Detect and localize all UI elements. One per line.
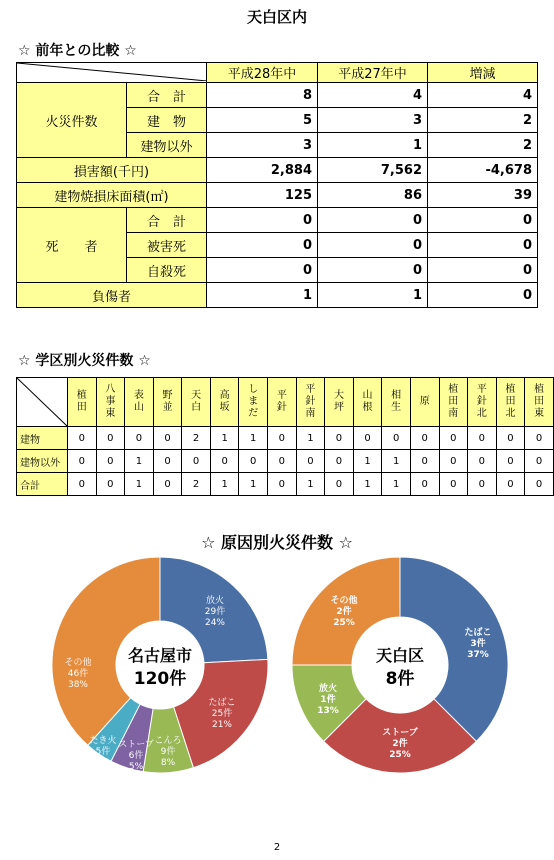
pie-center-total: 8件 (385, 669, 415, 689)
cell-value: 0 (318, 258, 428, 283)
header-change: 増減 (428, 63, 538, 83)
page-number: 2 (273, 842, 281, 853)
district-cell: 1 (210, 473, 239, 496)
cell-value: 1 (318, 133, 428, 158)
cell-value: 0 (428, 233, 538, 258)
district-cell: 0 (67, 427, 96, 450)
slice-label: ストーブ 2件 25% (382, 728, 418, 760)
cell-value: 7,562 (318, 158, 428, 183)
district-cell: 0 (525, 473, 554, 496)
slice-label: その他 46件 38% (64, 658, 92, 690)
district-cell: 0 (410, 473, 439, 496)
district-table-corner (17, 378, 68, 427)
district-header: 植 田 東 (525, 378, 554, 427)
cell-value: 4 (318, 83, 428, 108)
district-header: 野 並 (153, 378, 182, 427)
district-cell: 2 (182, 427, 211, 450)
cell-value: 0 (318, 233, 428, 258)
district-cell: 0 (182, 450, 211, 473)
table-row (17, 427, 554, 450)
district-header: 相 生 (382, 378, 411, 427)
cell-value: 4 (428, 83, 538, 108)
district-cell: 1 (239, 427, 268, 450)
slice-label: 放火 29件 24% (204, 596, 226, 628)
district-cell: 0 (382, 427, 411, 450)
district-cell: 0 (439, 473, 468, 496)
district-cell: 0 (153, 450, 182, 473)
district-header: 平 針 (268, 378, 297, 427)
cell-value: 3 (207, 133, 318, 158)
district-header: 平 針 北 (468, 378, 497, 427)
district-cell: 0 (268, 473, 297, 496)
slice-label: 放火 1件 13% (317, 684, 339, 716)
table-row (17, 473, 554, 496)
district-cell: 0 (268, 427, 297, 450)
district-header: 山 根 (353, 378, 382, 427)
cell-value: 0 (428, 258, 538, 283)
district-cell: 1 (353, 473, 382, 496)
header-2015: 平成27年中 (318, 63, 428, 83)
district-header: 天 白 (182, 378, 211, 427)
cell-value: 39 (428, 183, 538, 208)
district-cell: 0 (468, 427, 497, 450)
district-cell: 0 (67, 450, 96, 473)
district-cell: 2 (182, 473, 211, 496)
district-header: し ま だ (239, 378, 268, 427)
district-cell: 0 (525, 450, 554, 473)
row-label: 自殺死 (127, 258, 207, 283)
pie-center-title: 天白区 (375, 646, 425, 665)
district-cell: 0 (67, 473, 96, 496)
district-cell: 0 (96, 473, 125, 496)
district-header: 八 事 東 (96, 378, 125, 427)
section-title-comparison: ☆ 前年との比較 ☆ (18, 43, 137, 59)
cell-value: 0 (428, 283, 538, 308)
district-header: 植 田 南 (439, 378, 468, 427)
cell-value: 125 (207, 183, 318, 208)
comparison-table (16, 62, 538, 308)
pie-center-total: 120件 (133, 669, 187, 689)
cell-value: 2 (428, 133, 538, 158)
cell-value: -4,678 (428, 158, 538, 183)
district-header-row (17, 378, 554, 427)
district-header: 平 針 南 (296, 378, 325, 427)
district-cell: 0 (153, 473, 182, 496)
cell-value: 3 (318, 108, 428, 133)
area-label: 建物焼損床面積(㎡) (17, 183, 207, 208)
row-label: 被害死 (127, 233, 207, 258)
district-cell: 0 (96, 427, 125, 450)
district-header: 植 田 北 (496, 378, 525, 427)
section-title-districts: ☆ 学区別火災件数 ☆ (18, 353, 151, 369)
district-cell: 0 (96, 450, 125, 473)
district-cell: 0 (439, 427, 468, 450)
district-cell: 0 (325, 473, 354, 496)
corner-diagonal (17, 378, 67, 426)
slice-label: たき火 5件 4% (89, 736, 117, 768)
district-cell: 0 (496, 450, 525, 473)
district-cell: 0 (125, 427, 154, 450)
cause-pie-charts (0, 555, 554, 805)
row-label: 合 計 (127, 83, 207, 108)
slice-label: たばこ 3件 37% (464, 628, 492, 660)
district-cell: 0 (410, 427, 439, 450)
district-header: 表 山 (125, 378, 154, 427)
cell-value: 0 (207, 208, 318, 233)
header-2016: 平成28年中 (207, 63, 318, 83)
slice-label: ストーブ 6件 5% (118, 740, 154, 772)
cell-value: 1 (207, 283, 318, 308)
district-cell: 0 (496, 427, 525, 450)
district-cell: 0 (525, 427, 554, 450)
cell-value: 86 (318, 183, 428, 208)
table-corner (17, 63, 207, 83)
table-row (17, 450, 554, 473)
cell-value: 8 (207, 83, 318, 108)
district-cell: 1 (296, 473, 325, 496)
corner-diagonal (17, 63, 207, 81)
damage-label: 損害額(千円) (17, 158, 207, 183)
row-label: 建 物 (127, 108, 207, 133)
slice-label: たばこ 25件 21% (208, 698, 236, 730)
district-cell: 0 (353, 427, 382, 450)
cell-value: 0 (428, 208, 538, 233)
district-cell: 1 (382, 473, 411, 496)
district-header: 高 坂 (210, 378, 239, 427)
cell-value: 0 (318, 208, 428, 233)
cell-value: 2,884 (207, 158, 318, 183)
district-row-label: 合計 (17, 473, 68, 496)
row-label: 建物以外 (127, 133, 207, 158)
district-body (17, 427, 554, 496)
district-cell: 1 (353, 450, 382, 473)
pie-nagoya (52, 557, 268, 773)
district-cell: 1 (125, 473, 154, 496)
district-cell: 0 (468, 473, 497, 496)
section-title-causes: ☆ 原因別火災件数 ☆ (201, 533, 353, 552)
district-row-label: 建物以外 (17, 450, 68, 473)
district-cell: 1 (239, 473, 268, 496)
page-title: 天白区内 (246, 8, 307, 26)
district-cell: 0 (268, 450, 297, 473)
district-cell: 0 (153, 427, 182, 450)
district-cell: 1 (125, 450, 154, 473)
district-cell: 0 (439, 450, 468, 473)
district-cell: 0 (239, 450, 268, 473)
cell-value: 1 (318, 283, 428, 308)
injured-label: 負傷者 (17, 283, 207, 308)
district-cell: 0 (410, 450, 439, 473)
district-cell: 0 (325, 450, 354, 473)
slice-label: こんろ 9件 8% (154, 736, 182, 768)
district-cell: 0 (468, 450, 497, 473)
district-cell: 0 (496, 473, 525, 496)
district-cell: 1 (382, 450, 411, 473)
district-row-label: 建物 (17, 427, 68, 450)
pie-center-title: 名古屋市 (127, 646, 193, 665)
cell-value: 2 (428, 108, 538, 133)
deaths-label: 死 者 (17, 208, 127, 283)
district-header: 植 田 (67, 378, 96, 427)
district-header: 大 坪 (325, 378, 354, 427)
slice-label: その他 2件 25% (330, 596, 358, 628)
cell-value: 0 (207, 258, 318, 283)
district-header: 原 (410, 378, 439, 427)
district-cell: 0 (296, 450, 325, 473)
district-cell: 0 (210, 450, 239, 473)
district-cell: 1 (210, 427, 239, 450)
cell-value: 0 (207, 233, 318, 258)
district-table (16, 377, 554, 496)
fires-label: 火災件数 (17, 83, 127, 158)
row-label: 合 計 (127, 208, 207, 233)
cell-value: 5 (207, 108, 318, 133)
pie-tempaku (292, 557, 508, 773)
district-cell: 1 (296, 427, 325, 450)
district-cell: 0 (325, 427, 354, 450)
